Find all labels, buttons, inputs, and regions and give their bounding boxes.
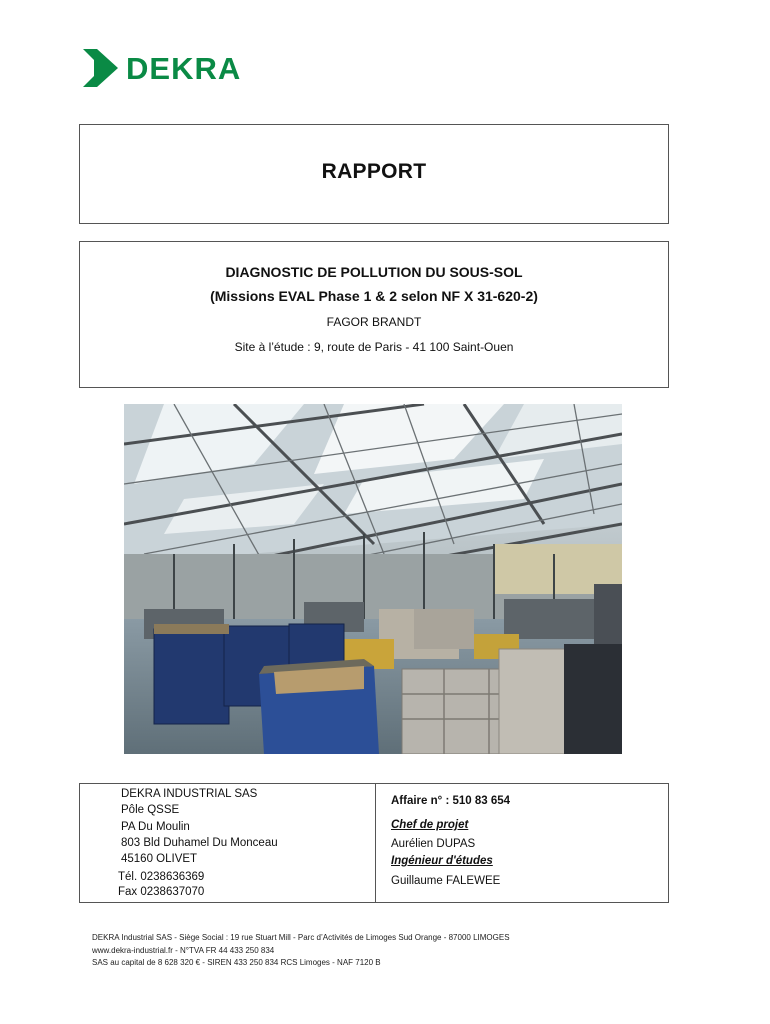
diagnostic-box [79, 241, 669, 388]
client-name: FAGOR BRANDT [326, 315, 422, 329]
report-title-box [79, 124, 669, 224]
diagnostic-subtitle: (Missions EVAL Phase 1 & 2 selon NF X 31-620-2) [210, 288, 538, 304]
company-address-3: 45160 OLIVET [121, 853, 198, 865]
dekra-logo-icon [83, 49, 118, 87]
info-divider [375, 784, 376, 902]
footer-line-2: www.dekra-industrial.fr - N°TVA FR 44 433 250 834 [92, 946, 275, 955]
company-department: Pôle QSSE [121, 804, 180, 816]
chef-projet-name: Aurélien DUPAS [391, 838, 476, 850]
footer-line-3: SAS au capital de 8 628 320 € - SIREN 433 250 834 RCS Limoges - NAF 7120 B [92, 958, 381, 967]
company-phone: Tél. 0238636369 [118, 871, 205, 883]
affaire-number: Affaire n° : 510 83 654 [391, 795, 511, 807]
dekra-logo [80, 46, 250, 92]
report-title: RAPPORT [321, 160, 427, 183]
company-fax: Fax 0238637070 [118, 886, 205, 898]
svg-text:DEKRA: DEKRA [126, 51, 242, 86]
ingenieur-name: Guillaume FALEWEE [391, 875, 501, 887]
company-address-2: 803 Bld Duhamel Du Monceau [121, 837, 278, 849]
company-name: DEKRA INDUSTRIAL SAS [121, 788, 258, 800]
footer-line-1: DEKRA Industrial SAS - Siège Social : 19 rue Stuart Mill - Parc d’Activités de Limoges Sud Orange - 87000 LIMOGES [92, 933, 510, 942]
diagnostic-title: DIAGNOSTIC DE POLLUTION DU SOUS-SOL [225, 264, 523, 280]
ingenieur-label: Ingénieur d'études [391, 855, 493, 867]
factory-photo [124, 404, 622, 754]
chef-projet-label: Chef de projet [391, 819, 469, 831]
site-address: Site à l’étude : 9, route de Paris - 41 100 Saint-Ouen [234, 340, 514, 354]
contact-info-box [79, 783, 669, 903]
company-address-1: PA Du Moulin [121, 821, 190, 833]
